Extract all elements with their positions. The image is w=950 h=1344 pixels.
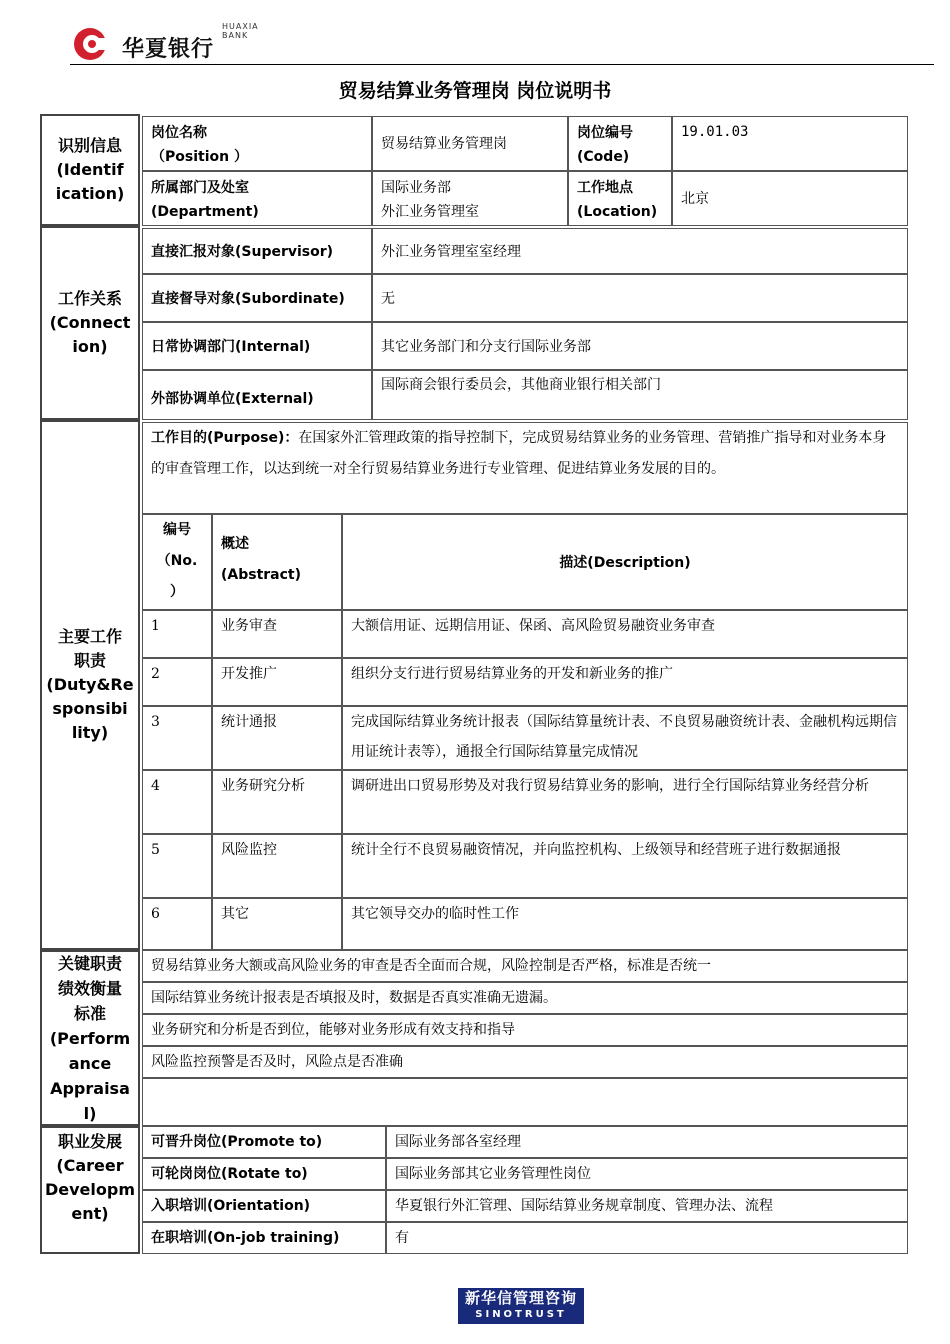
internal-label: 日常协调部门(Internal): [142, 322, 372, 370]
external-label: 外部协调单位(External): [142, 370, 372, 420]
performance-item-4: 风险监控预警是否及时，风险点是否准确: [142, 1046, 908, 1078]
purpose-text: 在国家外汇管理政策的指导控制下，完成贸易结算业务的业务管理、营销推广指导和对业务本身的审查管理工作，以达到统一对全行贸易结算业务进行专业管理、促进结算业务发展的目的。: [151, 430, 887, 477]
col-desc-header: 描述(Description): [342, 514, 908, 610]
connection-section: [40, 226, 910, 420]
col-abstract-header: 概述 (Abstract): [212, 514, 342, 610]
identification-heading: 识别信息 (Identif ication): [40, 114, 140, 226]
sinotrust-name-cn: 新华信管理咨询: [464, 1289, 577, 1307]
internal-value: 其它业务部门和分支行国际业务部: [372, 322, 908, 370]
duty-desc-4: 调研进出口贸易形势及对我行贸易结算业务的影响，进行全行国际结算业务经营分析: [342, 770, 908, 834]
code-label: 岗位编号 (Code): [568, 116, 672, 171]
orientation-label: 入职培训(Orientation): [142, 1190, 386, 1222]
duty-abstract-5: 风险监控: [212, 834, 342, 898]
duty-abstract-1: 业务审查: [212, 610, 342, 658]
career-heading: 职业发展 (Career Developm ent): [40, 1126, 140, 1254]
performance-heading: 关键职责 绩效衡量 标准 (Perform ance Appraisa l): [40, 950, 140, 1126]
col-no-header: 编号 （No. ）: [142, 514, 212, 610]
duty-abstract-3: 统计通报: [212, 706, 342, 770]
duty-desc-6: 其它领导交办的临时性工作: [342, 898, 908, 950]
duty-no-1: 1: [142, 610, 212, 658]
performance-item-1: 贸易结算业务大额或高风险业务的审查是否全面而合规，风险控制是否严格，标准是否统一: [142, 950, 908, 982]
duty-no-3: 3: [142, 706, 212, 770]
code-value: 19.01.03: [672, 116, 908, 171]
performance-item-5: [142, 1078, 908, 1126]
department-value: 国际业务部 外汇业务管理室: [372, 171, 568, 226]
duty-desc-2: 组织分支行进行贸易结算业务的开发和新业务的推广: [342, 658, 908, 706]
duty-no-5: 5: [142, 834, 212, 898]
performance-section: [40, 950, 910, 1126]
supervisor-value: 外汇业务管理室室经理: [372, 228, 908, 274]
position-label: 岗位名称 （Position ）: [142, 116, 372, 171]
purpose-block: [142, 422, 908, 514]
bank-name-cn: 华夏银行: [122, 37, 215, 62]
location-value: 北京: [672, 171, 908, 226]
supervisor-label: 直接汇报对象(Supervisor): [142, 228, 372, 274]
promote-value: 国际业务部各室经理: [386, 1126, 908, 1158]
career-section: [40, 1126, 910, 1254]
sinotrust-name-en: SINOTRUST: [475, 1309, 567, 1320]
duty-abstract-6: 其它: [212, 898, 342, 950]
bank-name-en: HUAXIA BANK: [222, 22, 259, 40]
duty-section: [40, 420, 910, 950]
identification-section: [40, 114, 910, 226]
department-label: 所属部门及处室 (Department): [142, 171, 372, 226]
sinotrust-logo: [458, 1288, 584, 1324]
duty-no-2: 2: [142, 658, 212, 706]
performance-item-3: 业务研究和分析是否到位，能够对业务形成有效支持和指导: [142, 1014, 908, 1046]
duty-abstract-4: 业务研究分析: [212, 770, 342, 834]
duty-desc-5: 统计全行不良贸易融资情况，并向监控机构、上级领导和经营班子进行数据通报: [342, 834, 908, 898]
external-value: 国际商会银行委员会，其他商业银行相关部门: [372, 370, 908, 420]
bank-logo: [70, 22, 270, 62]
purpose-label: 工作目的(Purpose)：: [151, 430, 299, 446]
duty-no-4: 4: [142, 770, 212, 834]
onjob-value: 有: [386, 1222, 908, 1254]
rotate-value: 国际业务部其它业务管理性岗位: [386, 1158, 908, 1190]
orientation-value: 华夏银行外汇管理、国际结算业务规章制度、管理办法、流程: [386, 1190, 908, 1222]
onjob-label: 在职培训(On-job training): [142, 1222, 386, 1254]
location-label: 工作地点 (Location): [568, 171, 672, 226]
duty-abstract-2: 开发推广: [212, 658, 342, 706]
promote-label: 可晋升岗位(Promote to): [142, 1126, 386, 1158]
subordinate-value: 无: [372, 274, 908, 322]
subordinate-label: 直接督导对象(Subordinate): [142, 274, 372, 322]
connection-heading: 工作关系 (Connect ion): [40, 226, 140, 420]
duty-desc-3: 完成国际结算业务统计报表（国际结算量统计表、不良贸易融资统计表、金融机构远期信用证统计表等），通报全行国际结算量完成情况: [342, 706, 908, 770]
huaxia-logo-icon: [72, 26, 108, 62]
duty-no-6: 6: [142, 898, 212, 950]
page-title: 贸易结算业务管理岗 岗位说明书: [338, 80, 612, 102]
position-value: 贸易结算业务管理岗: [372, 116, 568, 171]
performance-item-2: 国际结算业务统计报表是否填报及时，数据是否真实准确无遗漏。: [142, 982, 908, 1014]
rotate-label: 可轮岗岗位(Rotate to): [142, 1158, 386, 1190]
duty-heading: 主要工作 职责 (Duty&Re sponsibi lity): [40, 420, 140, 950]
header-divider: [70, 64, 934, 65]
duty-desc-1: 大额信用证、远期信用证、保函、高风险贸易融资业务审查: [342, 610, 908, 658]
